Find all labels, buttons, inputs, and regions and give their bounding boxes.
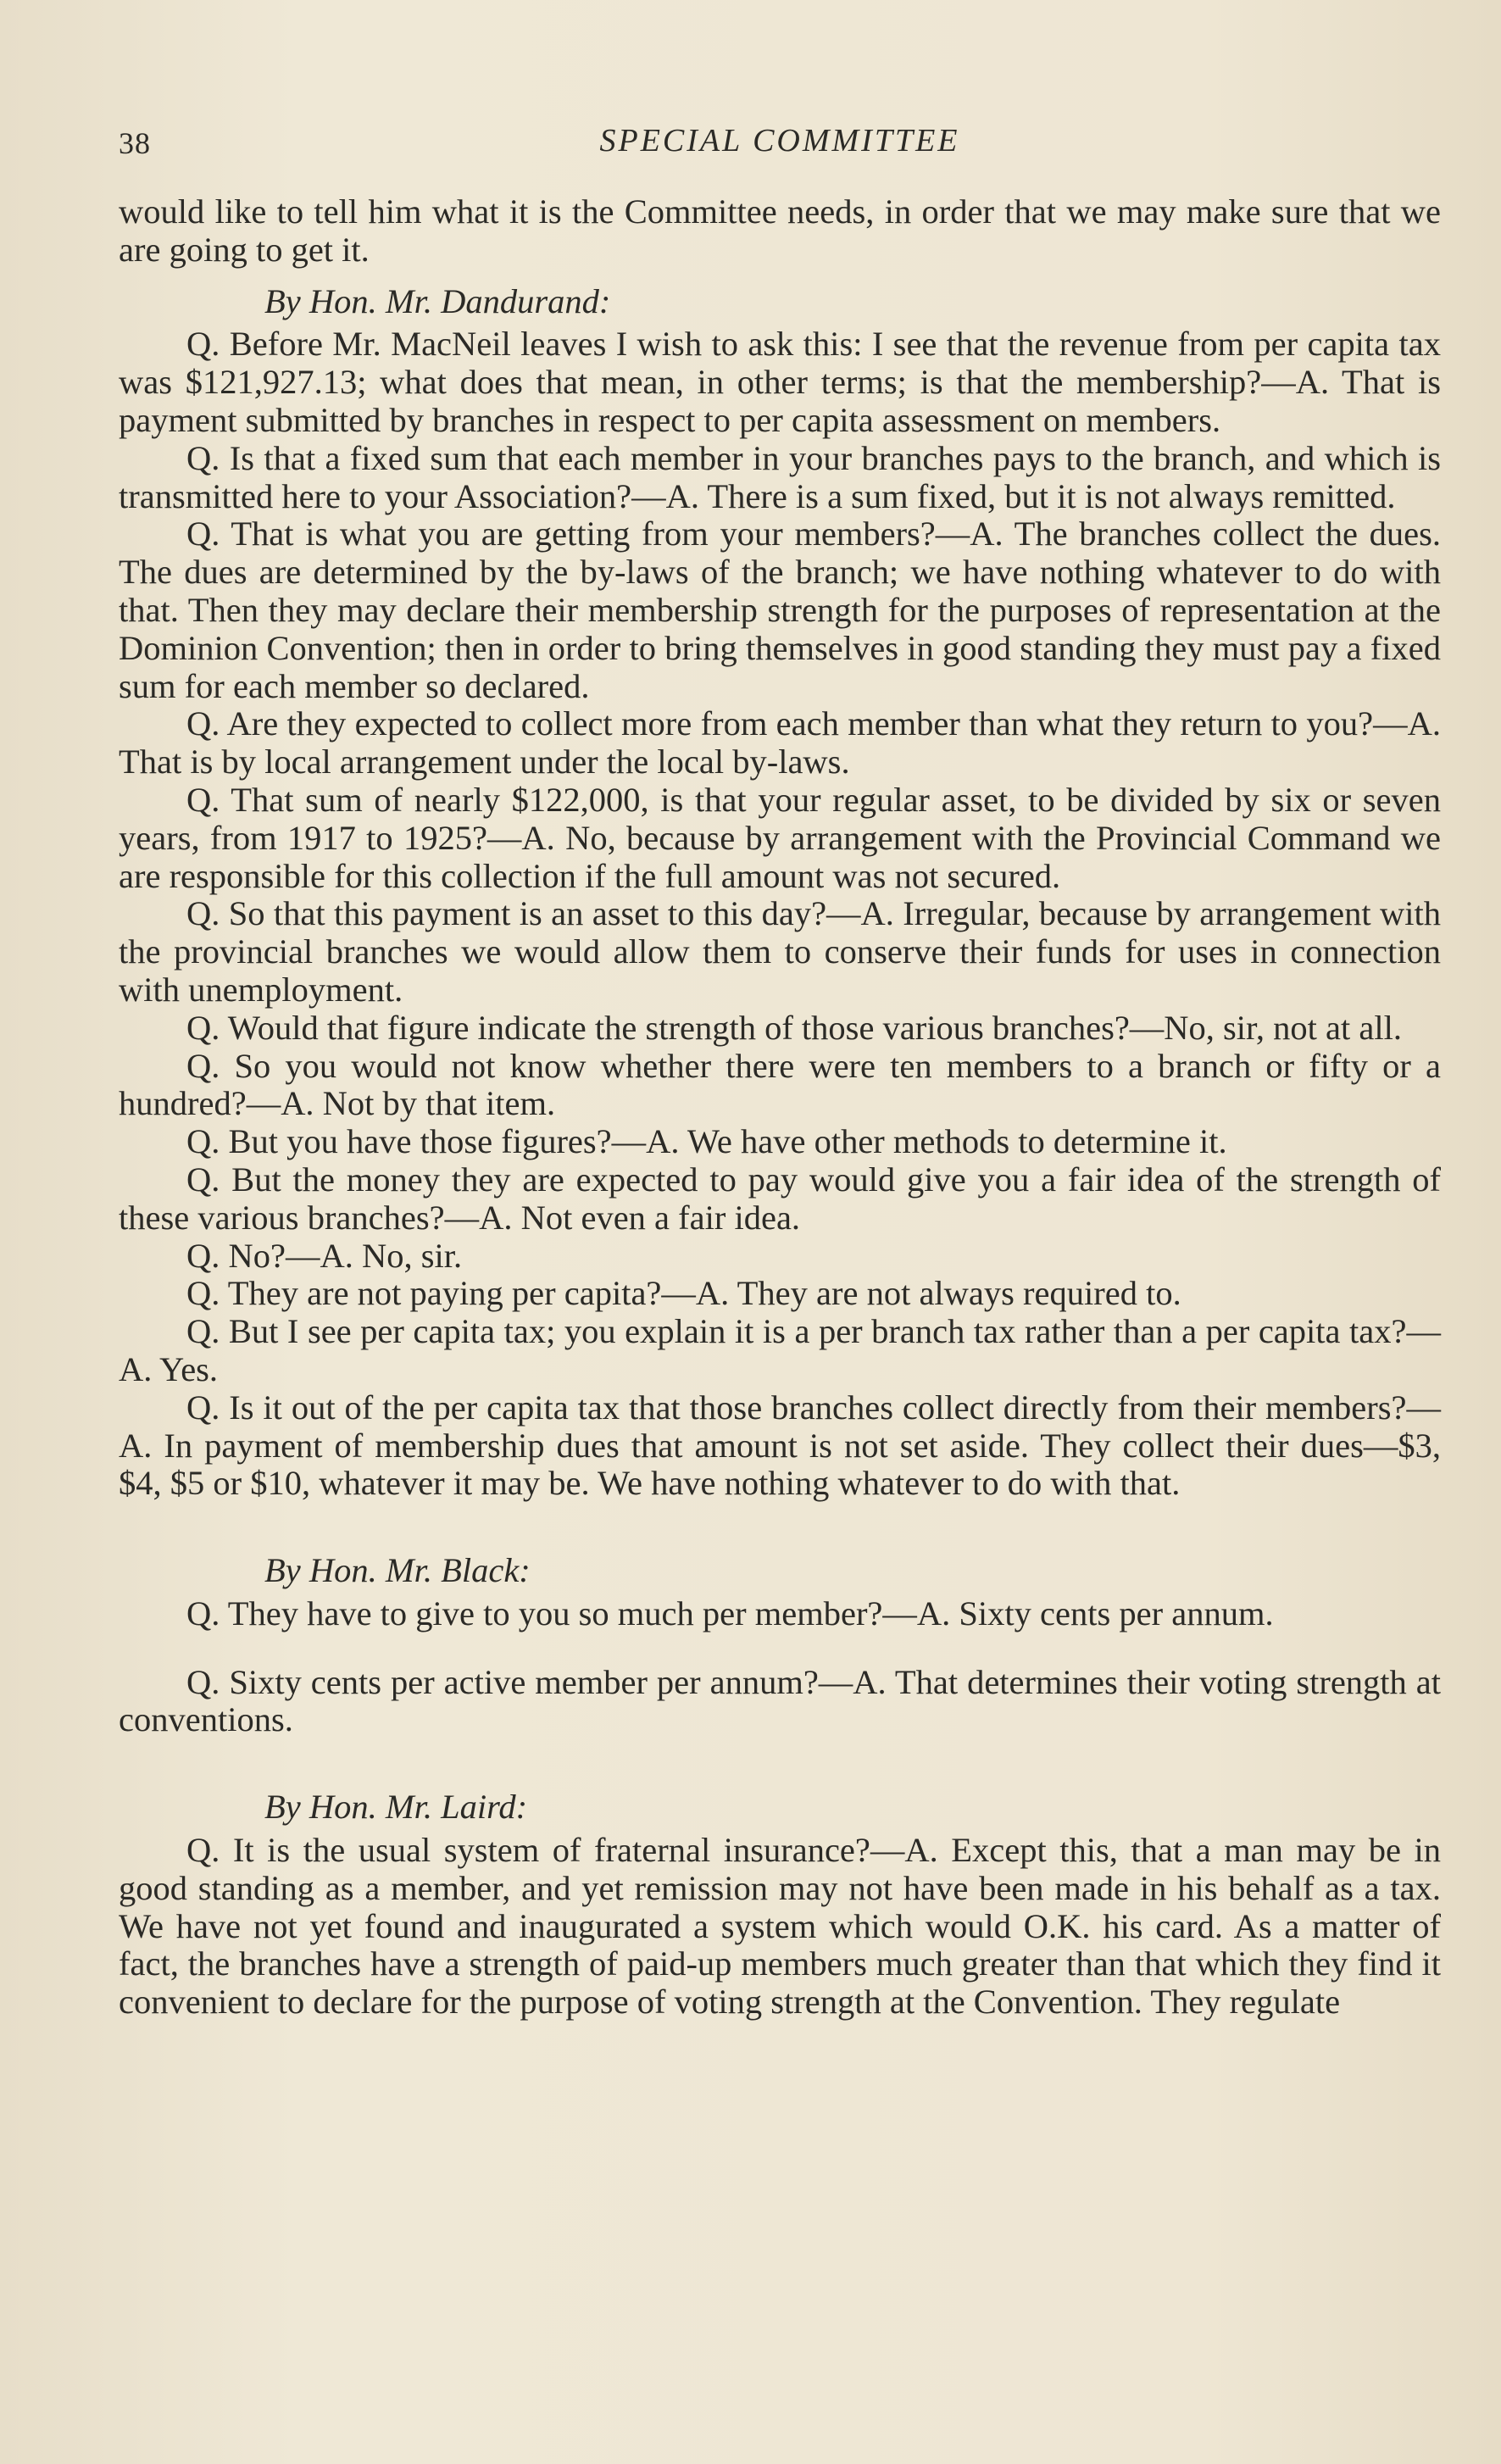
paragraph: Q. But you have those figures?—A. We have other methods to determine it. xyxy=(186,1122,1227,1161)
paragraph: Q. Is that a fixed sum that each member in your branches pays to the branch, and which is transmitted here to your Association?—A. There is a sum fixed, but it is not always remitted. xyxy=(119,438,1441,515)
paragraph: Q. That sum of nearly $122,000, is that your regular asset, to be divided by six or seven years, from 1917 to 1925?—A. No, because by arrangement with the Provincial Command we are responsible for this collection if the full amount was not secured. xyxy=(119,780,1441,895)
paragraph: Q. Is it out of the per capita tax that those branches collect directly from their members?—A. In payment of membership dues that amount is not set aside. They collect their dues—$3, $4, $5 or $10, whatever it may be. We have nothing whatever to do with that. xyxy=(119,1388,1441,1503)
speaker-heading: By Hon. Mr. Laird: xyxy=(264,1788,528,1827)
paragraph: Q. It is the usual system of fraternal insurance?—A. Except this, that a man may be in good standing as a member, and yet remission may not have been made in his behalf as a tax. We have not yet found and inaugurated a system which would O.K. his card. As a matter of fact, the branches have a strength of paid-up members much greater than that which they find it convenient to declare for the purpose of voting strength at the Convention. They regulate xyxy=(119,1831,1441,2022)
paragraph: Q. Sixty cents per active member per annum?—A. That determines their voting strength at conventions. xyxy=(119,1662,1441,1739)
speaker-heading: By Hon. Mr. Black: xyxy=(264,1551,531,1590)
page-header xyxy=(119,119,1441,170)
running-head: SPECIAL COMMITTEE xyxy=(599,123,960,159)
paragraph: would like to tell him what it is the Committee needs, in order that we may make sure that we are going to get it. xyxy=(119,192,1441,269)
paragraph: Q. That is what you are getting from your members?—A. The branches collect the dues. The dues are determined by the by-laws of the branch; we have nothing whatever to do with that. Then they may declare their membership strength for the purposes of representation at the Dominion Convention; then in order to bring themselves in good standing they must pay a fixed sum for each member so declared. xyxy=(119,514,1441,705)
speaker-heading: By Hon. Mr. Dandurand: xyxy=(264,281,611,320)
paragraph: Q. But I see per capita tax; you explain it is a per branch tax rather than a per capita tax?—A. Yes. xyxy=(119,1312,1441,1388)
paragraph: Q. They are not paying per capita?—A. They are not always required to. xyxy=(186,1274,1181,1313)
page-number: 38 xyxy=(119,126,151,160)
paragraph: Q. Would that figure indicate the strength of those various branches?—No, sir, not at all. xyxy=(186,1008,1403,1047)
paragraph: Q. So you would not know whether there were ten members to a branch or fifty or a hundred?—A. Not by that item. xyxy=(119,1046,1441,1123)
paragraph: Q. They have to give to you so much per member?—A. Sixty cents per annum. xyxy=(186,1594,1274,1632)
paragraph: Q. Before Mr. MacNeil leaves I wish to ask this: I see that the revenue from per capita tax was $121,927.13; what does that mean, in other terms; is that the membership?—A. That is payment submitted by branches in respect to per capita assessment on members. xyxy=(119,325,1441,439)
paragraph: Q. So that this payment is an asset to this day?—A. Irregular, because by arrangement with the provincial branches we would allow them to conserve their funds for uses in connection with unemployment. xyxy=(119,894,1441,1009)
paragraph: Q. Are they expected to collect more from each member than what they return to you?—A. That is by local arrangement under the local by-laws. xyxy=(119,704,1441,781)
paragraph: Q. No?—A. No, sir. xyxy=(186,1236,463,1275)
paragraph: Q. But the money they are expected to pay would give you a fair idea of the strength of these various branches?—A. Not even a fair idea. xyxy=(119,1160,1441,1237)
body-text xyxy=(119,193,1441,2022)
